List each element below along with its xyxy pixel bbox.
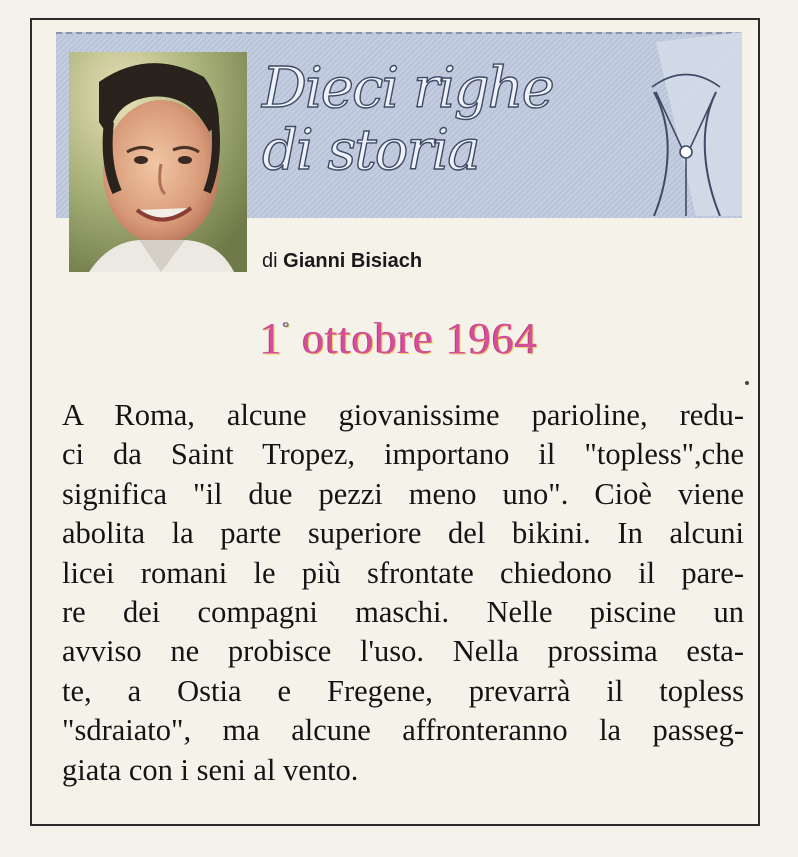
- body-line: abolita la parte superiore del bikini. In alcuni: [62, 516, 744, 551]
- byline: [262, 250, 422, 273]
- body-line: significa "il due pezzi meno uno". Cioè viene: [62, 476, 744, 511]
- body-line: re dei compagni maschi. Nelle piscine un: [62, 595, 744, 630]
- decorative-dot: [745, 381, 749, 385]
- headline-line-1: Dieci righe: [262, 56, 553, 121]
- author-photo: [69, 52, 247, 272]
- author-name: Gianni Bisiach: [283, 250, 423, 272]
- body-line: "sdraiato", ma alcune affronteranno la passeg-: [62, 713, 744, 748]
- body-line: avviso ne probisce l'uso. Nella prossima esta-: [62, 634, 744, 669]
- date-title: [0, 313, 798, 364]
- byline-prefix: di: [262, 250, 278, 272]
- body-line-last: giata con i seni al vento.: [62, 752, 359, 787]
- date-ordinal: °: [282, 320, 291, 337]
- column-headline: [262, 58, 622, 182]
- body-line: te, a Ostia e Fregene, prevarrà il topless: [62, 673, 744, 708]
- body-line: A Roma, alcune giovanissime parioline, redu-: [62, 398, 744, 432]
- article-body: [62, 396, 744, 790]
- body-line: ci da Saint Tropez, importano il "topless",che: [62, 437, 744, 472]
- headline-line-2: di storia: [262, 118, 479, 183]
- date-day: 1: [259, 314, 283, 363]
- body-line: licei romani le più sfrontate chiedono il pare-: [62, 555, 744, 590]
- date-month-year: ottobre 1964: [290, 314, 539, 363]
